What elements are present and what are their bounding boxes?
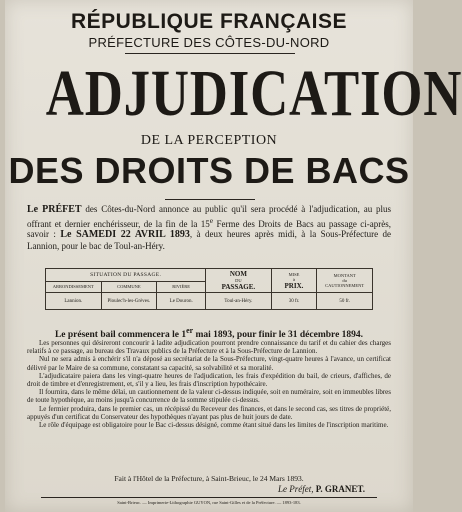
republique-heading: RÉPUBLIQUE FRANÇAISE [70,10,348,33]
table-situation-header: SITUATION DU PASSAGE. [46,269,206,282]
cell-riviere: Le Douron. [157,293,206,310]
table-nom-header: NOM DU PASSAGE. [206,269,271,293]
condition-paragraph: Les personnes qui désireront concourir à ladite adjudication pourront prendre connaissance du tarif et du cahier des charges relatifs à ce passage, au bureau des Travaux publics de la Préfecture et à la Sous-Préfecture de Lannion. [27,339,391,356]
cell-arrondissement: Lannion. [46,293,102,310]
intro-date: Le SAMEDI 22 AVRIL 1893 [60,229,190,240]
divider-bottom [41,497,377,498]
printer-line: Saint-Brieuc. — Imprimerie-Lithographie GUYON, rue Saint-Gilles et de la Préfecture. — 1893-183. [117,500,301,505]
condition-paragraph: Le fermier produira, dans le premier cas, un récépissé du Receveur des finances, et dans le second cas, ses titres de propriété, appuyés d'un certificat du Conservateur des hypothèques n'ayant pas plus de huit jours de date. [27,404,391,421]
divider-middle [165,199,255,200]
intro-paragraph [27,204,391,251]
prefecture-heading: PRÉFECTURE DES CÔTES-DU-NORD [88,35,330,50]
fait-line: Fait à l'Hôtel de la Préfecture, à Saint-Brieuc, le 24 Mars 1893. [114,474,304,483]
intro-text-2: Ferme des Droits de Bacs au passage ci-après, savoir : [27,218,391,239]
cell-commune: Ploulec'h-les-Grèves. [101,293,157,310]
poster-sheet [5,0,462,512]
table-row [46,293,373,310]
main-title: ADJUDICATION [45,57,462,130]
bail-dates: Le présent bail commencera le 1er mai 1893, pour finir le 31 décembre 1894. [54,326,364,341]
intro-text-1: des Côtes-du-Nord annonce au public qu'il sera procédé à l'adjudication, au plus offrant et dernier enchérisseur, de la fin de la 15 [27,204,392,229]
table-commune-header: COMMUNE [101,281,157,292]
prefet-signature: Le Préfet, P. GRANET. [277,484,365,494]
table-arrondissement-header: ARRONDISSEMENT [46,281,102,292]
cell-passage: Toul-an-Héry. [206,293,271,310]
intro-text-3: , à deux heures après midi, à la Sous-Préfecture de Lannion, pour le bac de Toul-an-Héry. [27,229,391,251]
condition-paragraph: Il fournira, dans le même délai, un cautionnement de la valeur ci-dessus indiquée, soit en numéraire, soit en immeubles libres de toute hypothèque, au moins jusqu'à concurrence de la somme stipulée ci-dessus. [27,388,391,405]
table-montant-header: MONTANT du CAUTIONNEMENT [317,269,373,293]
divider-top [125,53,295,54]
intro-superscript: e [209,215,214,225]
cell-montant: 50 fr. [317,293,373,310]
intro-prefet: Le PRÉFET [27,204,82,215]
table-prix-header: MISE à PRIX. [271,269,317,293]
condition-paragraph: Nul ne sera admis à enchérir s'il n'a déposé au secrétariat de la Sous-Préfecture, vingt-quatre heures à l'avance, un certificat délivré par le Maire de sa commune, constatant sa capacité, sa solvabilité et sa moralité. [27,355,391,372]
subtitle: DE LA PERCEPTION [140,133,278,148]
passage-table [45,268,373,310]
object-title: DES DROITS DE BACS [8,150,410,191]
table-riviere-header: RIVIÈRE [157,281,206,292]
condition-paragraph: Le rôle d'équipage est obligatoire pour le Bac ci-dessus désigné, comme étant situé dans les limites de l'inscription maritime. [39,421,389,430]
conditions-text [27,339,391,429]
cell-prix: 30 fr. [271,293,317,310]
condition-paragraph: L'adjudicataire paiera dans les vingt-quatre heures de l'adjudication, les frais d'expédition du bail, de crieurs, d'affiches, de droit de timbre et d'enregistrement, et, s'il y a lieu, les frais d'inscription hypothécaire. [27,371,391,389]
